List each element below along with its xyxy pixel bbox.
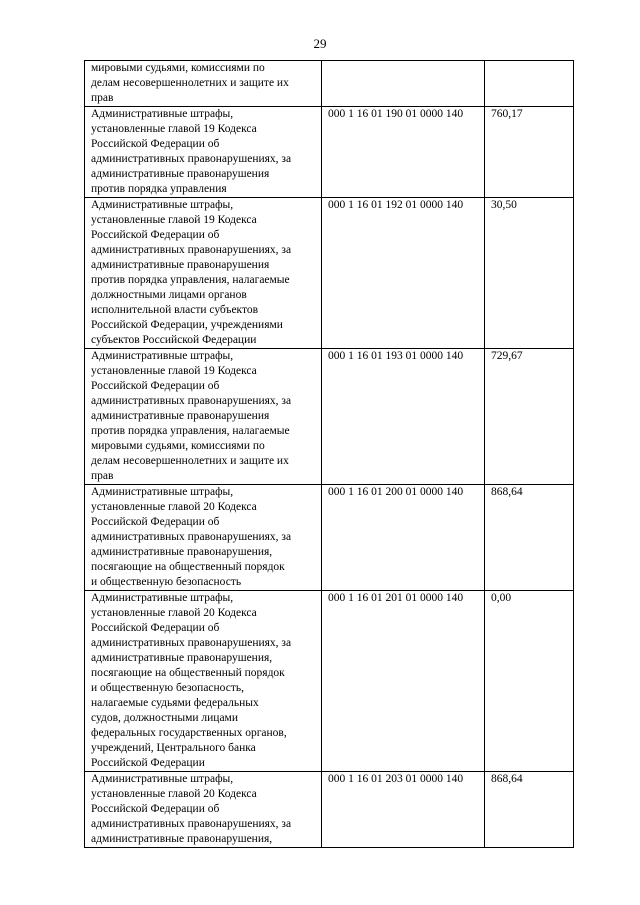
description-line: административных правонарушениях, за [91, 244, 292, 256]
table-body [85, 61, 574, 848]
description-line: Российской Федерации об [91, 229, 220, 241]
description-line: прав [91, 92, 114, 104]
description-line: административные правонарушения [91, 168, 270, 180]
description-cell [85, 349, 322, 485]
description-line: учреждений, Центрального банка [91, 742, 256, 754]
description-line: Российской Федерации [91, 757, 205, 769]
amount-cell [485, 61, 574, 107]
code-cell: 000 1 16 01 203 01 0000 140 [322, 772, 485, 848]
description-line: мировыми судьями, комиссиями по [91, 440, 265, 452]
amount-cell: 30,50 [485, 198, 574, 349]
description-line: Российской Федерации об [91, 803, 220, 815]
description-line: должностными лицами органов [91, 289, 247, 301]
description-line: Административные штрафы, [91, 108, 234, 120]
code-cell: 000 1 16 01 200 01 0000 140 [322, 485, 485, 591]
code-cell [322, 61, 485, 107]
amount-cell: 868,64 [485, 772, 574, 848]
description-cell [85, 591, 322, 772]
description-line: налагаемые судьями федеральных [91, 697, 259, 709]
description-line: федеральных государственных органов, [91, 727, 287, 739]
table-row [85, 591, 574, 772]
description-line: и общественную безопасность, [91, 682, 244, 694]
description-line: Российской Федерации, учреждениями [91, 319, 283, 331]
description-line: административных правонарушениях, за [91, 531, 292, 543]
description-line: административные правонарушения, [91, 833, 273, 845]
code-cell: 000 1 16 01 192 01 0000 140 [322, 198, 485, 349]
description-line: административные правонарушения [91, 259, 270, 271]
description-line: против порядка управления [91, 183, 227, 195]
description-line: посягающие на общественный порядок [91, 667, 285, 679]
budget-table [84, 60, 574, 848]
table-row [85, 485, 574, 591]
description-line: посягающие на общественный порядок [91, 561, 285, 573]
description-line: административные правонарушения, [91, 546, 273, 558]
description-line: административных правонарушениях, за [91, 153, 292, 165]
table-row [85, 198, 574, 349]
description-line: административные правонарушения [91, 410, 270, 422]
description-line: Административные штрафы, [91, 199, 234, 211]
table-row [85, 349, 574, 485]
description-line: установленные главой 20 Кодекса [91, 501, 257, 513]
description-line: Административные штрафы, [91, 486, 234, 498]
description-line: установленные главой 19 Кодекса [91, 365, 257, 377]
description-line: административных правонарушениях, за [91, 395, 292, 407]
description-line: прав [91, 470, 114, 482]
description-line: Административные штрафы, [91, 773, 234, 785]
amount-cell: 868,64 [485, 485, 574, 591]
description-line: мировыми судьями, комиссиями по [91, 62, 265, 74]
description-cell [85, 107, 322, 198]
description-cell [85, 772, 322, 848]
description-line: субъектов Российской Федерации [91, 334, 257, 346]
description-line: делам несовершеннолетних и защите их [91, 455, 289, 467]
description-line: установленные главой 19 Кодекса [91, 123, 257, 135]
code-cell: 000 1 16 01 193 01 0000 140 [322, 349, 485, 485]
description-line: Российской Федерации об [91, 622, 220, 634]
description-cell [85, 485, 322, 591]
description-line: установленные главой 19 Кодекса [91, 214, 257, 226]
code-cell: 000 1 16 01 190 01 0000 140 [322, 107, 485, 198]
description-line: и общественную безопасность [91, 576, 242, 588]
amount-cell: 729,67 [485, 349, 574, 485]
description-line: установленные главой 20 Кодекса [91, 788, 257, 800]
amount-cell: 760,17 [485, 107, 574, 198]
description-line: административные правонарушения, [91, 652, 273, 664]
amount-cell: 0,00 [485, 591, 574, 772]
description-line: установленные главой 20 Кодекса [91, 607, 257, 619]
description-line: делам несовершеннолетних и защите их [91, 77, 289, 89]
description-line: административных правонарушениях, за [91, 818, 292, 830]
description-line: Российской Федерации об [91, 380, 220, 392]
description-line: судов, должностными лицами [91, 712, 238, 724]
description-line: Административные штрафы, [91, 592, 234, 604]
description-line: Российской Федерации об [91, 516, 220, 528]
table-row [85, 772, 574, 848]
description-cell [85, 61, 322, 107]
description-line: против порядка управления, налагаемые [91, 425, 290, 437]
table-row [85, 61, 574, 107]
description-line: исполнительной власти субъектов [91, 304, 259, 316]
code-cell: 000 1 16 01 201 01 0000 140 [322, 591, 485, 772]
table-row [85, 107, 574, 198]
description-cell [85, 198, 322, 349]
description-line: Российской Федерации об [91, 138, 220, 150]
description-line: Административные штрафы, [91, 350, 234, 362]
page-number: 29 [313, 36, 327, 51]
description-line: административных правонарушениях, за [91, 637, 292, 649]
description-line: против порядка управления, налагаемые [91, 274, 290, 286]
